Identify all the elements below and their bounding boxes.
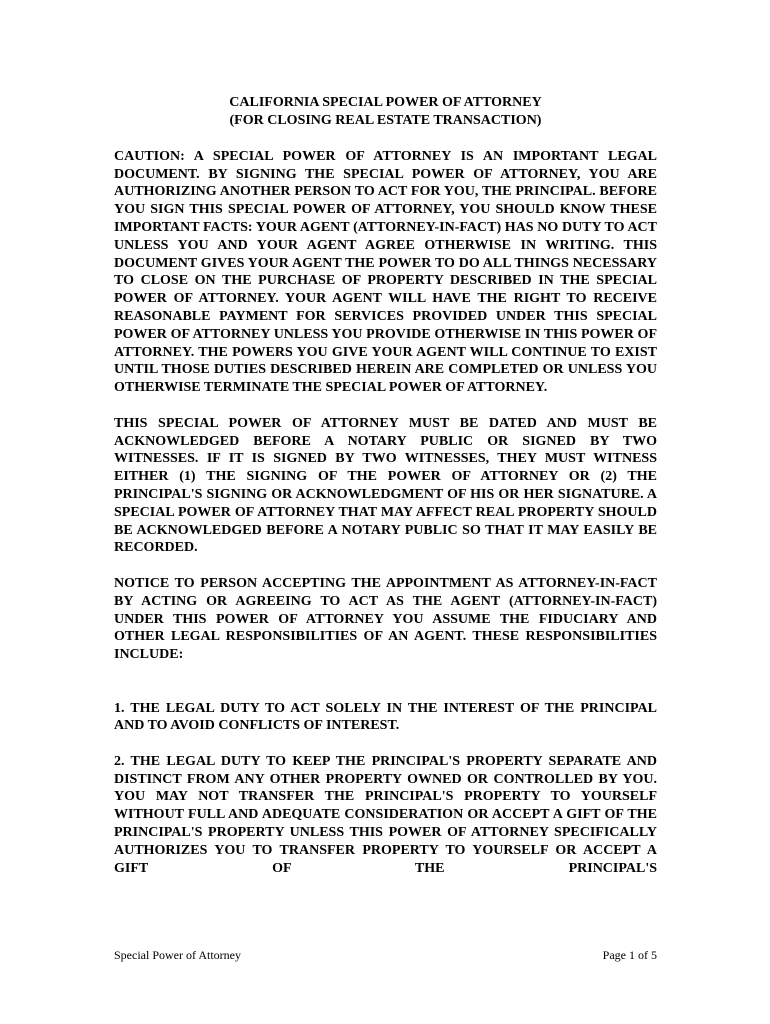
footer-document-name: Special Power of Attorney	[114, 948, 241, 962]
document-body	[114, 94, 657, 877]
document-title-line-2: (FOR CLOSING REAL ESTATE TRANSACTION)	[229, 113, 542, 128]
duty-item-2: 2. THE LEGAL DUTY TO KEEP THE PRINCIPAL'S PROPERTY SEPARATE AND DISTINCT FROM ANY OTHER PROPERTY OWNED OR CONTROLLED BY YOU. YOU MAY NOT TRANSFER THE PRINCIPAL'S PROPERTY TO YOURSELF WITHOUT FULL AND ADEQUATE CONSIDERATION OR ACCEPT A GIFT OF THE PRINCIPAL'S PROPERTY UNLESS THIS POWER OF ATTORNEY SPECIFICALLY AUTHORIZES YOU TO TRANSFER PROPERTY TO YOURSELF OR ACCEPT A GIFT OF THE PRINCIPAL'S	[114, 753, 657, 876]
notice-paragraph: NOTICE TO PERSON ACCEPTING THE APPOINTMENT AS ATTORNEY-IN-FACT BY ACTING OR AGREEING TO ACT AS THE AGENT (ATTORNEY-IN-FACT) UNDER THIS POWER OF ATTORNEY YOU ASSUME THE FIDUCIARY AND OTHER LEGAL RESPONSIBILITIES OF AN AGENT. THESE RESPONSIBILITIES INCLUDE:	[114, 575, 657, 663]
page-footer	[114, 947, 657, 963]
footer-page-number: Page 1 of 5	[602, 948, 657, 962]
caution-paragraph: CAUTION: A SPECIAL POWER OF ATTORNEY IS AN IMPORTANT LEGAL DOCUMENT. BY SIGNING THE SPECIAL POWER OF ATTORNEY, YOU ARE AUTHORIZING ANOTHER PERSON TO ACT FOR YOU, THE PRINCIPAL. BEFORE YOU SIGN THIS SPECIAL POWER OF ATTORNEY, YOU SHOULD KNOW THESE IMPORTANT FACTS: YOUR AGENT (ATTORNEY-IN-FACT) HAS NO DUTY TO ACT UNLESS YOU AND YOUR AGENT AGREE OTHERWISE IN WRITING. THIS DOCUMENT GIVES YOUR AGENT THE POWER TO DO ALL THINGS NECESSARY TO CLOSE ON THE PURCHASE OF PROPERTY DESCRIBED IN THE SPECIAL POWER OF ATTORNEY. YOUR AGENT WILL HAVE THE RIGHT TO RECEIVE REASONABLE PAYMENT FOR SERVICES PROVIDED UNDER THIS SPECIAL POWER OF ATTORNEY UNLESS YOU PROVIDE OTHERWISE IN THIS POWER OF ATTORNEY. THE POWERS YOU GIVE YOUR AGENT WILL CONTINUE TO EXIST UNTIL THOSE DUTIES DESCRIBED HEREIN ARE COMPLETED OR UNLESS YOU OTHERWISE TERMINATE THE SPECIAL POWER OF ATTORNEY.	[114, 148, 657, 396]
document-title-line-1: CALIFORNIA SPECIAL POWER OF ATTORNEY	[229, 95, 542, 110]
duty-item-1: 1. THE LEGAL DUTY TO ACT SOLELY IN THE INTEREST OF THE PRINCIPAL AND TO AVOID CONFLICTS OF INTEREST.	[114, 700, 657, 734]
witness-paragraph: THIS SPECIAL POWER OF ATTORNEY MUST BE DATED AND MUST BE ACKNOWLEDGED BEFORE A NOTARY PUBLIC OR SIGNED BY TWO WITNESSES. IF IT IS SIGNED BY TWO WITNESSES, THEY MUST WITNESS EITHER (1) THE SIGNING OF THE POWER OF ATTORNEY OR (2) THE PRINCIPAL'S SIGNING OR ACKNOWLEDGMENT OF HIS OR HER SIGNATURE. A SPECIAL POWER OF ATTORNEY THAT MAY AFFECT REAL PROPERTY SHOULD BE ACKNOWLEDGED BEFORE A NOTARY PUBLIC SO THAT IT MAY EASILY BE RECORDED.	[114, 415, 657, 556]
